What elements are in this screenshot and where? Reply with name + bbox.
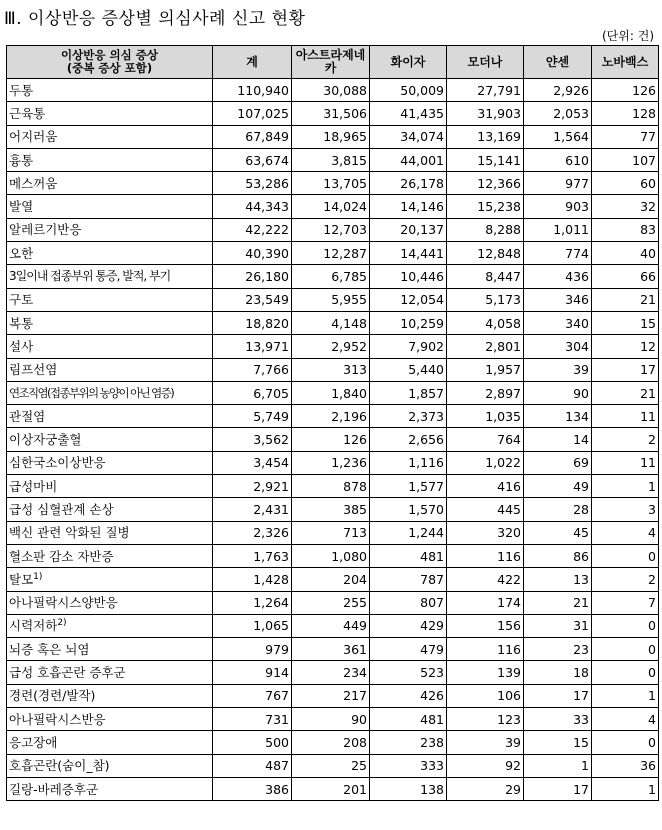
symptom-name-cell <box>7 195 213 218</box>
cell-pfizer: 14,146 <box>370 195 447 218</box>
symptom-name-cell <box>7 125 213 148</box>
cell-moderna: 174 <box>447 591 524 614</box>
cell-total: 3,454 <box>213 451 292 474</box>
cell-janssen: 15 <box>524 731 592 754</box>
cell-total: 731 <box>213 708 292 731</box>
cell-astrazeneca: 12,287 <box>292 242 370 265</box>
symptom-name: 3일이내 접종부위 통증, 발적, 부기 <box>9 269 171 284</box>
table-row <box>7 265 659 288</box>
symptom-name-cell <box>7 288 213 311</box>
header-total: 계 <box>213 46 292 79</box>
cell-pfizer: 426 <box>370 684 447 707</box>
cell-novavax: 0 <box>592 614 659 637</box>
symptom-name-cell <box>7 428 213 451</box>
symptom-name-cell <box>7 498 213 521</box>
cell-novavax: 12 <box>592 335 659 358</box>
table-row <box>7 614 659 637</box>
symptom-name: 두통 <box>9 82 34 98</box>
cell-astrazeneca: 878 <box>292 475 370 498</box>
header-novavax: 노바백스 <box>592 46 659 79</box>
cell-novavax: 36 <box>592 754 659 777</box>
cell-astrazeneca: 1,236 <box>292 451 370 474</box>
cell-novavax: 11 <box>592 451 659 474</box>
symptom-name-cell <box>7 544 213 567</box>
cell-total: 6,705 <box>213 381 292 404</box>
cell-pfizer: 20,137 <box>370 218 447 241</box>
symptom-name: 호흡곤란(숨이_참) <box>9 758 110 774</box>
cell-janssen: 21 <box>524 591 592 614</box>
cell-moderna: 39 <box>447 731 524 754</box>
cell-total: 107,025 <box>213 102 292 125</box>
symptom-name-cell <box>7 148 213 171</box>
symptom-name-cell <box>7 684 213 707</box>
symptom-name-cell <box>7 591 213 614</box>
cell-novavax: 2 <box>592 568 659 591</box>
cell-total: 1,763 <box>213 544 292 567</box>
cell-total: 18,820 <box>213 311 292 334</box>
cell-total: 53,286 <box>213 172 292 195</box>
table-row <box>7 335 659 358</box>
cell-pfizer: 1,857 <box>370 381 447 404</box>
header-astrazeneca: 아스트라제네카 <box>292 46 370 79</box>
cell-astrazeneca: 14,024 <box>292 195 370 218</box>
table-row <box>7 195 659 218</box>
symptom-name-cell <box>7 521 213 544</box>
cell-janssen: 610 <box>524 148 592 171</box>
cell-moderna: 8,288 <box>447 218 524 241</box>
footnote-marker: 2) <box>57 618 67 629</box>
cell-moderna: 4,058 <box>447 311 524 334</box>
cell-total: 40,390 <box>213 242 292 265</box>
cell-janssen: 17 <box>524 777 592 800</box>
cell-astrazeneca: 361 <box>292 638 370 661</box>
cell-janssen: 977 <box>524 172 592 195</box>
page-title: Ⅲ. 이상반응 증상별 의심사례 신고 현황 <box>4 9 306 29</box>
header-symptom-line2: (중복 증상 포함) <box>66 61 153 75</box>
cell-moderna: 92 <box>447 754 524 777</box>
cell-novavax: 32 <box>592 195 659 218</box>
cell-total: 2,326 <box>213 521 292 544</box>
table-row <box>7 591 659 614</box>
symptom-name: 어지러움 <box>9 129 58 145</box>
cell-novavax: 107 <box>592 148 659 171</box>
cell-novavax: 15 <box>592 311 659 334</box>
symptom-name-cell <box>7 335 213 358</box>
cell-moderna: 116 <box>447 544 524 567</box>
cell-pfizer: 2,373 <box>370 405 447 428</box>
cell-pfizer: 429 <box>370 614 447 637</box>
cell-moderna: 15,238 <box>447 195 524 218</box>
table-row <box>7 777 659 800</box>
table-row <box>7 544 659 567</box>
symptom-name: 발열 <box>9 199 34 215</box>
cell-pfizer: 12,054 <box>370 288 447 311</box>
symptom-name-cell <box>7 242 213 265</box>
cell-astrazeneca: 4,148 <box>292 311 370 334</box>
cell-janssen: 39 <box>524 358 592 381</box>
cell-janssen: 346 <box>524 288 592 311</box>
cell-novavax: 40 <box>592 242 659 265</box>
cell-total: 1,264 <box>213 591 292 614</box>
symptom-name-cell <box>7 79 213 102</box>
header-symptom <box>7 46 213 79</box>
table-row <box>7 498 659 521</box>
table-row <box>7 172 659 195</box>
table-row <box>7 428 659 451</box>
header-pfizer: 화이자 <box>370 46 447 79</box>
symptom-name: 경련(경련/발작) <box>9 688 96 704</box>
table-row <box>7 311 659 334</box>
cell-pfizer: 1,116 <box>370 451 447 474</box>
symptom-name-cell <box>7 475 213 498</box>
symptom-name: 시력저하 <box>9 618 58 634</box>
cell-novavax: 0 <box>592 638 659 661</box>
cell-janssen: 2,053 <box>524 102 592 125</box>
cell-pfizer: 10,446 <box>370 265 447 288</box>
cell-astrazeneca: 90 <box>292 708 370 731</box>
table-row <box>7 731 659 754</box>
cell-novavax: 66 <box>592 265 659 288</box>
cell-janssen: 28 <box>524 498 592 521</box>
symptom-name: 혈소판 감소 자반증 <box>9 548 114 564</box>
cell-astrazeneca: 30,088 <box>292 79 370 102</box>
symptom-name-cell <box>7 265 213 288</box>
cell-moderna: 422 <box>447 568 524 591</box>
cell-moderna: 156 <box>447 614 524 637</box>
symptom-name: 관절염 <box>9 408 46 424</box>
cell-total: 2,921 <box>213 475 292 498</box>
cell-pfizer: 10,259 <box>370 311 447 334</box>
symptom-name: 복통 <box>9 315 34 331</box>
cell-janssen: 17 <box>524 684 592 707</box>
symptom-name: 흉통 <box>9 152 34 168</box>
symptom-name-cell <box>7 661 213 684</box>
table-row <box>7 79 659 102</box>
cell-astrazeneca: 208 <box>292 731 370 754</box>
table-row <box>7 451 659 474</box>
table-row <box>7 381 659 404</box>
symptom-report-table <box>6 45 659 801</box>
cell-total: 979 <box>213 638 292 661</box>
cell-janssen: 45 <box>524 521 592 544</box>
cell-janssen: 13 <box>524 568 592 591</box>
cell-astrazeneca: 255 <box>292 591 370 614</box>
cell-pfizer: 1,577 <box>370 475 447 498</box>
cell-moderna: 15,141 <box>447 148 524 171</box>
cell-moderna: 116 <box>447 638 524 661</box>
symptom-name: 림프선염 <box>9 362 58 378</box>
symptom-name: 응고장애 <box>9 734 58 750</box>
symptom-name-cell <box>7 614 213 637</box>
cell-moderna: 764 <box>447 428 524 451</box>
symptom-name-cell <box>7 218 213 241</box>
cell-janssen: 90 <box>524 381 592 404</box>
cell-novavax: 4 <box>592 708 659 731</box>
cell-astrazeneca: 1,840 <box>292 381 370 404</box>
cell-pfizer: 138 <box>370 777 447 800</box>
cell-total: 1,428 <box>213 568 292 591</box>
cell-moderna: 416 <box>447 475 524 498</box>
cell-total: 914 <box>213 661 292 684</box>
header-moderna: 모더나 <box>447 46 524 79</box>
symptom-name-cell <box>7 102 213 125</box>
symptom-name-cell <box>7 405 213 428</box>
cell-moderna: 1,022 <box>447 451 524 474</box>
cell-total: 7,766 <box>213 358 292 381</box>
cell-moderna: 12,366 <box>447 172 524 195</box>
cell-novavax: 77 <box>592 125 659 148</box>
cell-pfizer: 34,074 <box>370 125 447 148</box>
table-row <box>7 568 659 591</box>
cell-astrazeneca: 217 <box>292 684 370 707</box>
cell-total: 44,343 <box>213 195 292 218</box>
cell-astrazeneca: 18,965 <box>292 125 370 148</box>
cell-novavax: 128 <box>592 102 659 125</box>
cell-moderna: 31,903 <box>447 102 524 125</box>
cell-pfizer: 523 <box>370 661 447 684</box>
symptom-name: 길랑-바레증후군 <box>9 781 99 797</box>
cell-pfizer: 26,178 <box>370 172 447 195</box>
cell-novavax: 0 <box>592 544 659 567</box>
symptom-name: 구토 <box>9 292 34 308</box>
cell-moderna: 13,169 <box>447 125 524 148</box>
symptom-name: 탈모 <box>9 571 34 587</box>
cell-novavax: 1 <box>592 684 659 707</box>
table-row <box>7 102 659 125</box>
cell-moderna: 1,957 <box>447 358 524 381</box>
cell-janssen: 2,926 <box>524 79 592 102</box>
table-body <box>7 79 659 801</box>
cell-astrazeneca: 2,952 <box>292 335 370 358</box>
cell-total: 13,971 <box>213 335 292 358</box>
table-row <box>7 521 659 544</box>
cell-total: 5,749 <box>213 405 292 428</box>
cell-total: 2,431 <box>213 498 292 521</box>
cell-moderna: 2,801 <box>447 335 524 358</box>
cell-janssen: 86 <box>524 544 592 567</box>
unit-label: (단위: 건) <box>602 29 654 43</box>
cell-moderna: 445 <box>447 498 524 521</box>
cell-novavax: 21 <box>592 288 659 311</box>
symptom-name-cell <box>7 638 213 661</box>
table-row <box>7 125 659 148</box>
cell-pfizer: 787 <box>370 568 447 591</box>
cell-pfizer: 14,441 <box>370 242 447 265</box>
cell-pfizer: 44,001 <box>370 148 447 171</box>
cell-astrazeneca: 31,506 <box>292 102 370 125</box>
cell-total: 42,222 <box>213 218 292 241</box>
cell-total: 110,940 <box>213 79 292 102</box>
cell-astrazeneca: 1,080 <box>292 544 370 567</box>
cell-novavax: 4 <box>592 521 659 544</box>
footnote-marker: 1) <box>33 571 43 582</box>
table-row <box>7 148 659 171</box>
cell-janssen: 304 <box>524 335 592 358</box>
cell-janssen: 1,011 <box>524 218 592 241</box>
cell-total: 767 <box>213 684 292 707</box>
cell-novavax: 0 <box>592 661 659 684</box>
cell-astrazeneca: 449 <box>292 614 370 637</box>
cell-novavax: 83 <box>592 218 659 241</box>
cell-janssen: 31 <box>524 614 592 637</box>
cell-janssen: 1,564 <box>524 125 592 148</box>
cell-novavax: 126 <box>592 79 659 102</box>
symptom-name: 아나필락시스양반응 <box>9 595 118 611</box>
cell-total: 3,562 <box>213 428 292 451</box>
cell-novavax: 21 <box>592 381 659 404</box>
header-janssen: 얀센 <box>524 46 592 79</box>
cell-total: 63,674 <box>213 148 292 171</box>
symptom-name: 알레르기반응 <box>9 222 82 238</box>
table-row <box>7 661 659 684</box>
cell-novavax: 17 <box>592 358 659 381</box>
cell-astrazeneca: 2,196 <box>292 405 370 428</box>
cell-total: 1,065 <box>213 614 292 637</box>
table-row <box>7 358 659 381</box>
cell-pfizer: 1,244 <box>370 521 447 544</box>
cell-pfizer: 481 <box>370 708 447 731</box>
symptom-name-cell <box>7 708 213 731</box>
cell-total: 67,849 <box>213 125 292 148</box>
cell-astrazeneca: 126 <box>292 428 370 451</box>
cell-astrazeneca: 13,705 <box>292 172 370 195</box>
symptom-name: 연조직염(접종부위의 농양이 아닌 염증) <box>9 385 174 400</box>
cell-astrazeneca: 204 <box>292 568 370 591</box>
cell-novavax: 60 <box>592 172 659 195</box>
symptom-name-cell <box>7 358 213 381</box>
cell-astrazeneca: 3,815 <box>292 148 370 171</box>
cell-novavax: 11 <box>592 405 659 428</box>
cell-astrazeneca: 6,785 <box>292 265 370 288</box>
cell-pfizer: 7,902 <box>370 335 447 358</box>
cell-novavax: 3 <box>592 498 659 521</box>
symptom-name-cell <box>7 381 213 404</box>
cell-moderna: 5,173 <box>447 288 524 311</box>
cell-astrazeneca: 313 <box>292 358 370 381</box>
cell-astrazeneca: 12,703 <box>292 218 370 241</box>
cell-moderna: 106 <box>447 684 524 707</box>
table-row <box>7 218 659 241</box>
cell-janssen: 49 <box>524 475 592 498</box>
cell-total: 487 <box>213 754 292 777</box>
table-row <box>7 684 659 707</box>
symptom-name: 근육통 <box>9 105 46 121</box>
symptom-name-cell <box>7 754 213 777</box>
symptom-name: 심한국소이상반응 <box>9 455 106 471</box>
table-row <box>7 405 659 428</box>
cell-moderna: 320 <box>447 521 524 544</box>
cell-astrazeneca: 5,955 <box>292 288 370 311</box>
table-header-row <box>7 46 659 79</box>
table-row <box>7 475 659 498</box>
symptom-name: 백신 관련 악화된 질병 <box>9 525 130 541</box>
symptom-name-cell <box>7 172 213 195</box>
cell-pfizer: 5,440 <box>370 358 447 381</box>
cell-janssen: 14 <box>524 428 592 451</box>
symptom-name: 메스꺼움 <box>9 175 58 191</box>
symptom-name-cell <box>7 451 213 474</box>
table-row <box>7 288 659 311</box>
cell-janssen: 23 <box>524 638 592 661</box>
cell-moderna: 1,035 <box>447 405 524 428</box>
cell-novavax: 1 <box>592 475 659 498</box>
symptom-name-cell <box>7 568 213 591</box>
symptom-name: 이상자궁출혈 <box>9 432 82 448</box>
cell-pfizer: 1,570 <box>370 498 447 521</box>
cell-janssen: 33 <box>524 708 592 731</box>
symptom-name: 설사 <box>9 338 34 354</box>
symptom-name: 급성마비 <box>9 478 58 494</box>
cell-moderna: 29 <box>447 777 524 800</box>
cell-moderna: 8,447 <box>447 265 524 288</box>
cell-pfizer: 481 <box>370 544 447 567</box>
cell-moderna: 12,848 <box>447 242 524 265</box>
cell-novavax: 2 <box>592 428 659 451</box>
cell-astrazeneca: 234 <box>292 661 370 684</box>
cell-pfizer: 238 <box>370 731 447 754</box>
cell-moderna: 2,897 <box>447 381 524 404</box>
table-row <box>7 242 659 265</box>
cell-novavax: 7 <box>592 591 659 614</box>
symptom-name: 뇌증 혹은 뇌염 <box>9 641 90 657</box>
cell-moderna: 27,791 <box>447 79 524 102</box>
cell-pfizer: 807 <box>370 591 447 614</box>
cell-astrazeneca: 201 <box>292 777 370 800</box>
symptom-name: 급성 심혈관계 손상 <box>9 501 114 517</box>
table-row <box>7 754 659 777</box>
cell-total: 23,549 <box>213 288 292 311</box>
symptom-name: 오한 <box>9 245 34 261</box>
cell-moderna: 139 <box>447 661 524 684</box>
cell-astrazeneca: 25 <box>292 754 370 777</box>
table-row <box>7 708 659 731</box>
cell-janssen: 774 <box>524 242 592 265</box>
cell-janssen: 340 <box>524 311 592 334</box>
symptom-name-cell <box>7 311 213 334</box>
cell-astrazeneca: 713 <box>292 521 370 544</box>
cell-janssen: 18 <box>524 661 592 684</box>
symptom-name: 아나필락시스반응 <box>9 711 106 727</box>
cell-astrazeneca: 385 <box>292 498 370 521</box>
cell-pfizer: 41,435 <box>370 102 447 125</box>
cell-pfizer: 50,009 <box>370 79 447 102</box>
symptom-name: 급성 호흡곤란 증후군 <box>9 665 126 681</box>
cell-janssen: 134 <box>524 405 592 428</box>
cell-total: 26,180 <box>213 265 292 288</box>
cell-pfizer: 479 <box>370 638 447 661</box>
cell-novavax: 1 <box>592 777 659 800</box>
cell-janssen: 903 <box>524 195 592 218</box>
cell-total: 500 <box>213 731 292 754</box>
table-row <box>7 638 659 661</box>
symptom-name-cell <box>7 731 213 754</box>
cell-moderna: 123 <box>447 708 524 731</box>
cell-janssen: 436 <box>524 265 592 288</box>
cell-janssen: 1 <box>524 754 592 777</box>
cell-janssen: 69 <box>524 451 592 474</box>
header-symptom-line1: 이상반응 의심 증상 <box>61 48 158 62</box>
cell-novavax: 0 <box>592 731 659 754</box>
cell-pfizer: 333 <box>370 754 447 777</box>
symptom-name-cell <box>7 777 213 800</box>
cell-total: 386 <box>213 777 292 800</box>
cell-pfizer: 2,656 <box>370 428 447 451</box>
